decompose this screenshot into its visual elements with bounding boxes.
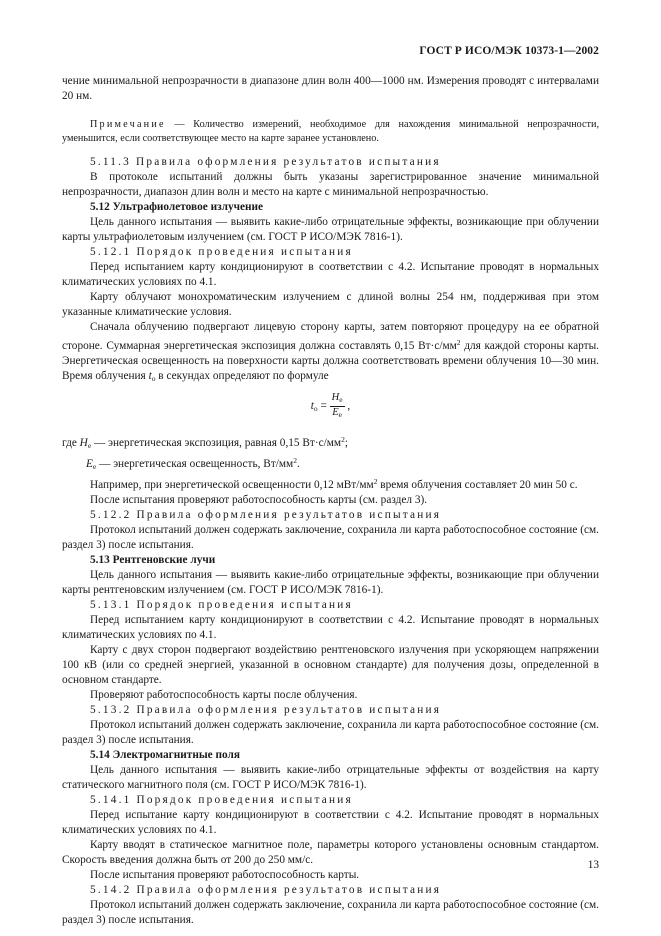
note-label: Примечание xyxy=(90,119,166,130)
paragraph xyxy=(62,474,599,493)
paragraph: Цель данного испытания — выявить какие-либо отрицательные эффекты, возникающие при облучении карты ультрафиолетовым излучением (см. ГОСТ Р ИСО/МЭК 7816-1). xyxy=(62,216,599,243)
paragraph: чение минимальной непрозрачности в диапазоне длин волн 400—1000 нм. Измерения проводят с интервалами 20 нм. xyxy=(62,75,599,102)
document-body xyxy=(62,74,599,928)
text-run: Например, при энергетической освещенности 0,12 мВт/мм xyxy=(90,479,374,491)
section-heading-5-12: 5.12 Ультрафиолетовое излучение xyxy=(90,201,264,213)
superscript: 2 xyxy=(341,435,345,444)
section-heading-5-13: 5.13 Рентгеновские лучи xyxy=(90,554,216,566)
formula-fraction xyxy=(330,392,345,421)
section-heading-5-13-2: 5.13.2 Правила оформления результатов испытания xyxy=(90,704,442,716)
paragraph: После испытания проверяют работоспособность карты. xyxy=(90,869,360,881)
subscript: e xyxy=(339,395,343,404)
section-heading-5-14-1: 5.14.1 Порядок проведения испытания xyxy=(90,794,353,806)
section-heading-5-11-3: 5.11.3 Правила оформления результатов испытания xyxy=(90,156,441,168)
definition-line: где $H_e$ — энергетическая экспозиция, равная 0,15 $Вт\cdot с/мм^2$; xyxy=(62,435,348,450)
text-run: — энергетическая освещенность, Вт/мм xyxy=(96,458,294,470)
paragraph: Протокол испытаний должен содержать заключение, сохранила ли карта работоспособное состояние (см. раздел 3) после испытания. xyxy=(62,719,599,746)
formula-equals: = xyxy=(317,400,330,413)
denominator xyxy=(330,407,345,421)
subscript: e xyxy=(87,441,92,450)
paragraph: В протоколе испытаний должны быть указаны зарегистрированное значение минимальной непрозрачности, диапазон длин волн и место на карте с минимальной непрозрачностью. xyxy=(62,171,599,198)
subscript: e xyxy=(92,462,97,471)
superscript: 2 xyxy=(293,456,297,465)
text-run: время облучения составляет 20 мин 50 с. xyxy=(377,479,578,491)
paragraph xyxy=(62,320,599,386)
paragraph: Перед испытание карту кондиционируют в соответствии с 4.2. Испытание проводят в нормальных климатических условиях по 4.1. xyxy=(62,809,599,836)
paragraph: Проверяют работоспособность карты после облучения. xyxy=(90,689,358,701)
symbol-h: H xyxy=(331,392,340,403)
superscript: 2 xyxy=(456,338,461,347)
formula xyxy=(62,392,599,424)
section-heading-5-12-1: 5.12.1 Порядок проведения испытания xyxy=(90,246,353,258)
superscript: 2 xyxy=(373,477,378,486)
text-run: — энергетическая экспозиция, равная 0,15 Вт·с/мм xyxy=(91,437,342,449)
paragraph: Перед испытанием карту кондиционируют в соответствии с 4.2. Испытание проводят в нормальных климатических условиях по 4.1. xyxy=(62,261,599,288)
symbol-e: E xyxy=(332,407,339,418)
page-number: 13 xyxy=(587,859,599,871)
symbol-h: H xyxy=(79,437,88,449)
document-header: ГОСТ Р ИСО/МЭК 10373-1—2002 xyxy=(419,45,599,57)
formula-symbol-t: t xyxy=(310,400,314,413)
paragraph: Цель данного испытания — выявить какие-либо отрицательные эффекты от воздействия на карту статического магнитного поля (см. ГОСТ Р ИСО/МЭК 7816-1). xyxy=(62,764,599,791)
paragraph: Перед испытанием карту кондиционируют в соответствии с 4.2. Испытание проводят в нормальных климатических условиях по 4.1. xyxy=(62,614,599,641)
section-heading-5-13-1: 5.13.1 Порядок проведения испытания xyxy=(90,599,353,611)
formula-comma: , xyxy=(344,400,351,413)
paragraph: После испытания проверяют работоспособность карты (см. раздел 3). xyxy=(90,494,428,506)
paragraph: Протокол испытаний должен содержать заключение, сохранила ли карта работоспособное состояние (см. раздел 3) после испытания. xyxy=(62,524,599,551)
symbol-t: t xyxy=(148,370,152,382)
text-run: Сначала облучению подвергают лицевую сторону карты, затем повторяют процедуру на ее обратной стороне. Суммарная энергетическая экспозиция должна составлять 0,15 Вт·с/мм xyxy=(62,321,599,352)
paragraph: Протокол испытаний должен содержать заключение, сохранила ли карта работоспособное состояние (см. раздел 3) после испытания. xyxy=(62,899,599,926)
definition-line: $E_e$ — энергетическая освещенность, $Вт/мм^2$. xyxy=(86,456,300,471)
paragraph: Карту с двух сторон подвергают воздействию рентгеновского излучения при ускоряющем напряжении 100 кВ (или со средней энергией, указанной в основном стандарте) для получения дозы, определенной в основном стандарте. xyxy=(62,644,599,686)
note xyxy=(62,118,599,145)
subscript: o xyxy=(313,404,318,414)
note-text: — Количество измерений, необходимое для нахождения минимальной непрозрачности, уменьшится, если соответствующее место на карте заранее установлено. xyxy=(62,119,599,144)
paragraph: Карту облучают монохроматическим излучением с длиной волны 254 нм, поддерживая при этом указанные климатические условия. xyxy=(62,291,599,318)
section-heading-5-14-2: 5.14.2 Правила оформления результатов испытания xyxy=(90,884,442,896)
section-heading-5-12-2: 5.12.2 Правила оформления результатов испытания xyxy=(90,509,442,521)
text-run: в секундах определяют по формуле xyxy=(155,370,329,382)
subscript: o xyxy=(151,374,156,383)
subscript: e xyxy=(338,410,342,419)
paragraph: Цель данного испытания — выявить какие-либо отрицательные эффекты, возникающие при облучении карты рентгеновским излучением (см. ГОСТ Р ИСО/МЭК 7816-1). xyxy=(62,569,599,596)
paragraph: Карту вводят в статическое магнитное поле, параметры которого установлены основным стандартом. Скорость введения должна быть от 200 до 250 мм/с. xyxy=(62,839,599,866)
text-run: где xyxy=(62,437,80,449)
symbol-e: E xyxy=(86,458,93,470)
text-run: для каждой стороны карты. Энергетическая освещенность на поверхности карты должна соответствовать времени облучения 10—30 мин. Время облучения xyxy=(62,340,599,382)
numerator xyxy=(330,392,345,407)
section-heading-5-14: 5.14 Электромагнитные поля xyxy=(90,749,240,761)
